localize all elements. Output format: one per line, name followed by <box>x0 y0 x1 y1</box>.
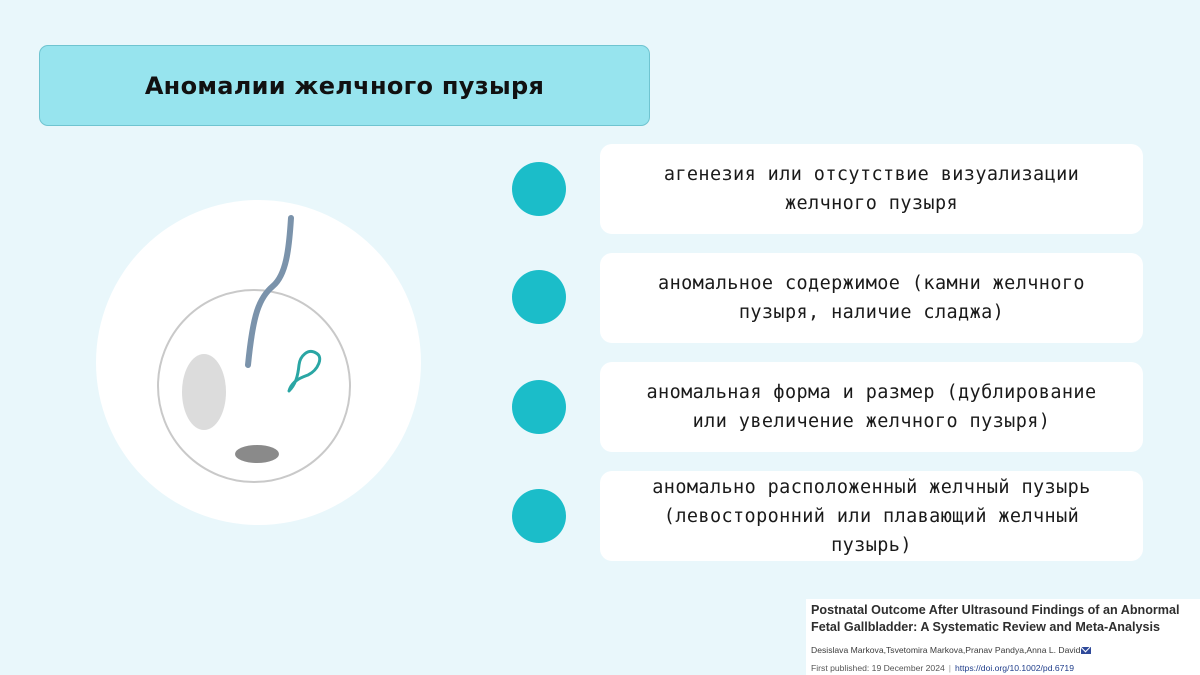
bullet-dot <box>512 380 566 434</box>
title-box <box>39 45 650 126</box>
spine-shape <box>235 445 279 463</box>
finding-card <box>600 144 1143 234</box>
finding-text: аномальное содержимое (камни желчного пузыря, наличие сладжа) <box>658 273 1085 323</box>
finding-card <box>600 362 1143 452</box>
reference-authors[interactable]: Desislava Markova,Tsvetomira Markova,Pranav Pandya,Anna L. David <box>811 645 1081 655</box>
finding-card <box>600 253 1143 343</box>
bullet-dot <box>512 270 566 324</box>
stomach-shape <box>182 354 226 430</box>
finding-text: аномальная форма и размер (дублирование или увеличение желчного пузыря) <box>646 382 1097 432</box>
bullet-dot <box>512 489 566 543</box>
reference-published-date: First published: 19 December 2024 <box>811 663 945 673</box>
bullet-dot <box>512 162 566 216</box>
reference-title[interactable]: Postnatal Outcome After Ultrasound Findings of an Abnormal Fetal Gallbladder: A Systematic Review and Meta-Analysis <box>811 603 1180 634</box>
reference-meta <box>811 663 1200 673</box>
finding-card <box>600 471 1143 561</box>
finding-text: аномально расположенный желчный пузырь (левосторонний или плавающий желчный пузырь) <box>652 476 1091 556</box>
reference-authors-line <box>811 645 1200 655</box>
reference-separator: | <box>948 663 951 673</box>
fetal-abdomen-ultrasound-icon <box>96 200 421 525</box>
finding-text: агенезия или отсутствие визуализации желчного пузыря <box>663 164 1080 214</box>
reference-doi-link[interactable]: https://doi.org/10.1002/pd.6719 <box>955 663 1074 673</box>
envelope-icon[interactable] <box>1081 647 1091 654</box>
reference-citation <box>806 599 1200 675</box>
page-title: Аномалии желчного пузыря <box>144 71 545 100</box>
